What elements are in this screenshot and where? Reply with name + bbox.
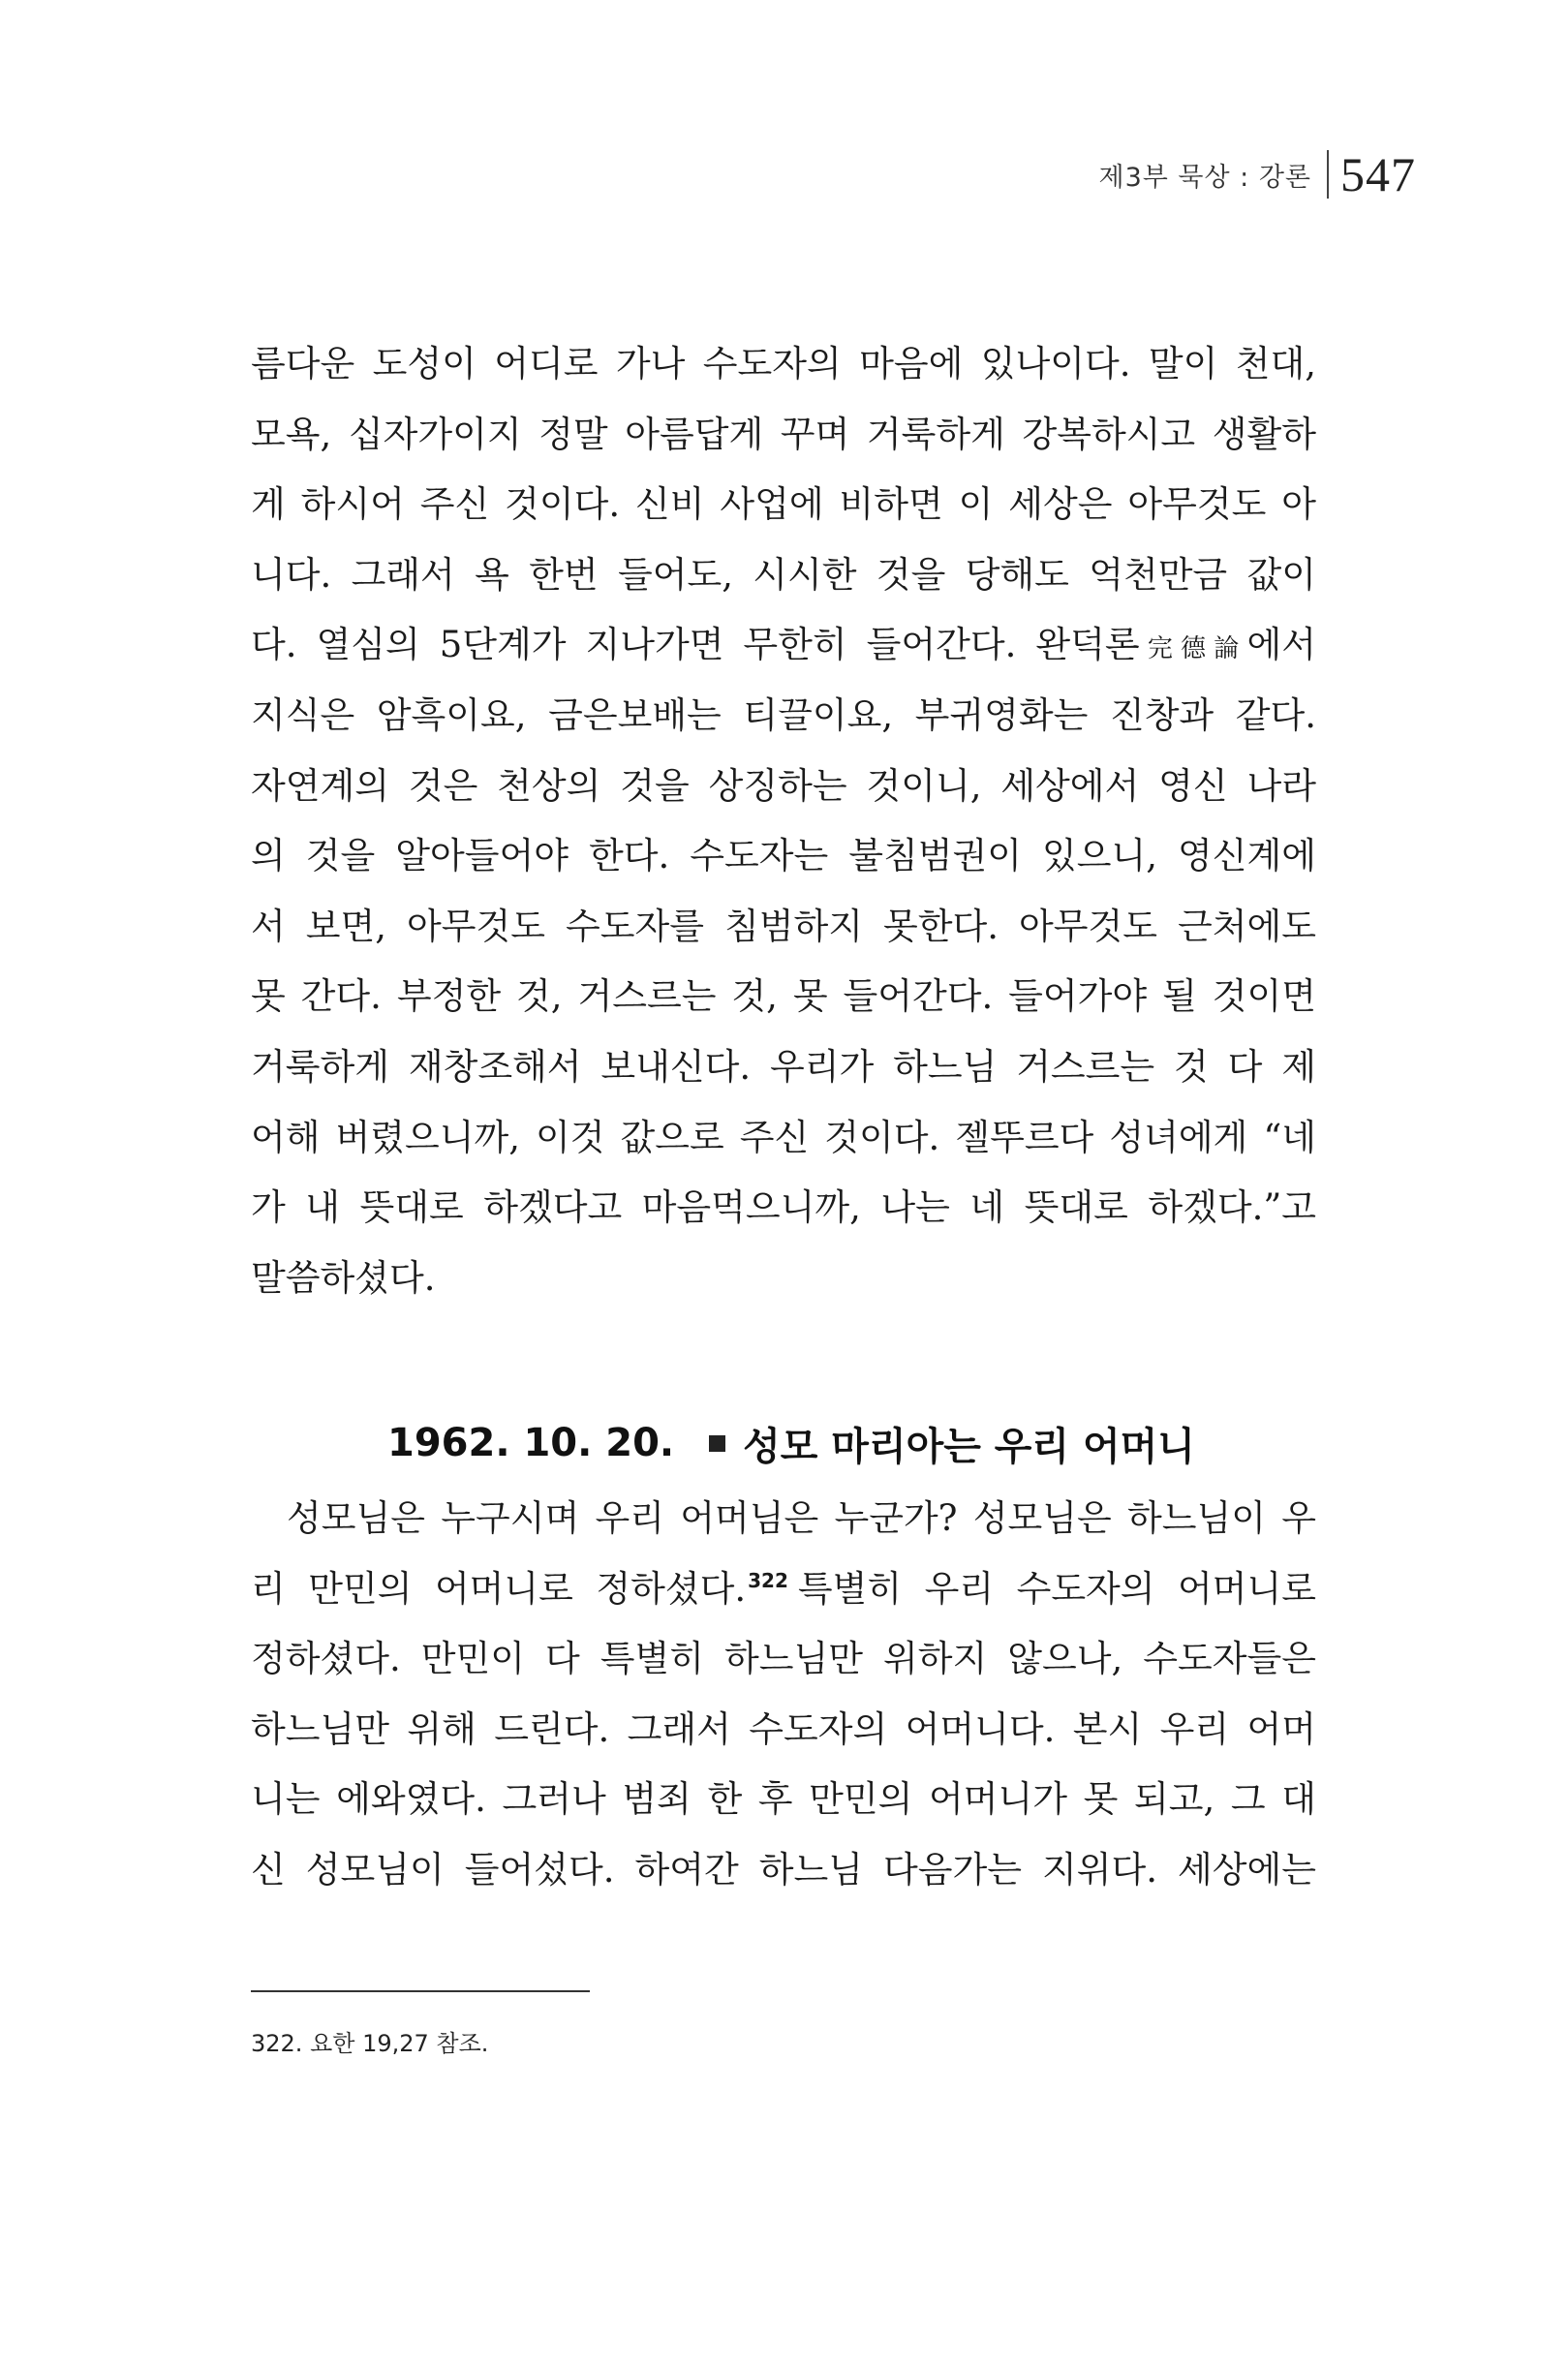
footnote: 322. 요한 19,27 참조. [251,2030,489,2057]
text-line: 자연계의 것은 천상의 것을 상징하는 것이니, 세상에서 영신 나라 [251,764,1316,807]
text-line: 의 것을 알아들어야 한다. 수도자는 불침범권이 있으니, 영신계에 [251,835,1316,877]
text-line: 지식은 암흑이요, 금은보배는 티끌이요, 부귀영화는 진창과 같다. [251,693,1316,736]
text-line: 모욕, 십자가이지 정말 아름답게 꾸며 거룩하게 강복하시고 생활하 [251,413,1316,455]
section-title: 성모 마리아는 우리 어머니 [743,1424,1195,1469]
text-line: 름다운 도성이 어디로 가나 수도자의 마음에 있나이다. 말이 천대, [251,343,1316,384]
hanja-annotation: 完德論 [1139,634,1247,664]
running-head-section: 제3부 묵상 : 강론 [1098,162,1311,193]
footnote-divider [251,1990,590,1992]
text-segment: 에서 [1246,624,1316,666]
text-line: 니는 에와였다. 그러나 범죄 한 후 만민의 어머니가 못 되고, 그 대 [251,1778,1316,1821]
text-line [251,610,1316,681]
text-line: 못 간다. 부정한 것, 거스르는 것, 못 들어간다. 들어가야 될 것이면 [251,975,1316,1018]
running-head [1098,145,1416,203]
text-line: 가 내 뜻대로 하겠다고 마음먹으니까, 나는 네 뜻대로 하겠다.”고 [251,1186,1316,1229]
paragraph-2 [251,1484,1316,1906]
footnote-reference[interactable]: 322 [748,1568,788,1592]
text-line: 게 하시어 주신 것이다. 신비 사업에 비하면 이 세상은 아무것도 아 [251,483,1316,526]
text-segment: 특별히 우리 수도자의 어머니로 [797,1567,1316,1610]
running-head-divider [1327,150,1329,199]
text-line: 서 보면, 아무것도 수도자를 침범하지 못한다. 아무것도 근처에도 [251,905,1316,947]
section-heading [387,1409,1195,1477]
text-line: 신 성모님이 들어섰다. 하여간 하느님 다음가는 지위다. 세상에는 [251,1848,1316,1891]
text-line: 거룩하게 재창조해서 보내신다. 우리가 하느님 거스르는 것 다 제 [251,1045,1316,1088]
text-segment: 다. 열심의 5단계가 지나가면 무한히 들어간다. 완덕론 [251,624,1140,666]
text-line: 하느님만 위해 드린다. 그래서 수도자의 어머니다. 본시 우리 어머 [251,1707,1316,1750]
paragraph-1 [251,329,1316,1313]
text-line: 정하셨다. 만민이 다 특별히 하느님만 위하지 않으나, 수도자들은 [251,1638,1316,1680]
text-line: 어해 버렸으니까, 이것 값으로 주신 것이다. 젤뚜르다 성녀에게 “네 [251,1116,1316,1158]
square-bullet-icon [709,1435,725,1452]
text-line: 말씀하셨다. [251,1256,436,1299]
text-line: 성모님은 누구시며 우리 어머님은 누군가? 성모님은 하느님이 우 [287,1497,1316,1539]
text-line [251,1554,1316,1625]
page-number: 547 [1340,147,1416,201]
text-segment: 리 만민의 어머니로 정하셨다. [251,1567,747,1610]
section-date: 1962. 10. 20. [387,1421,675,1465]
text-line: 니다. 그래서 욕 한번 들어도, 시시한 것을 당해도 억천만금 값이 [251,553,1316,596]
